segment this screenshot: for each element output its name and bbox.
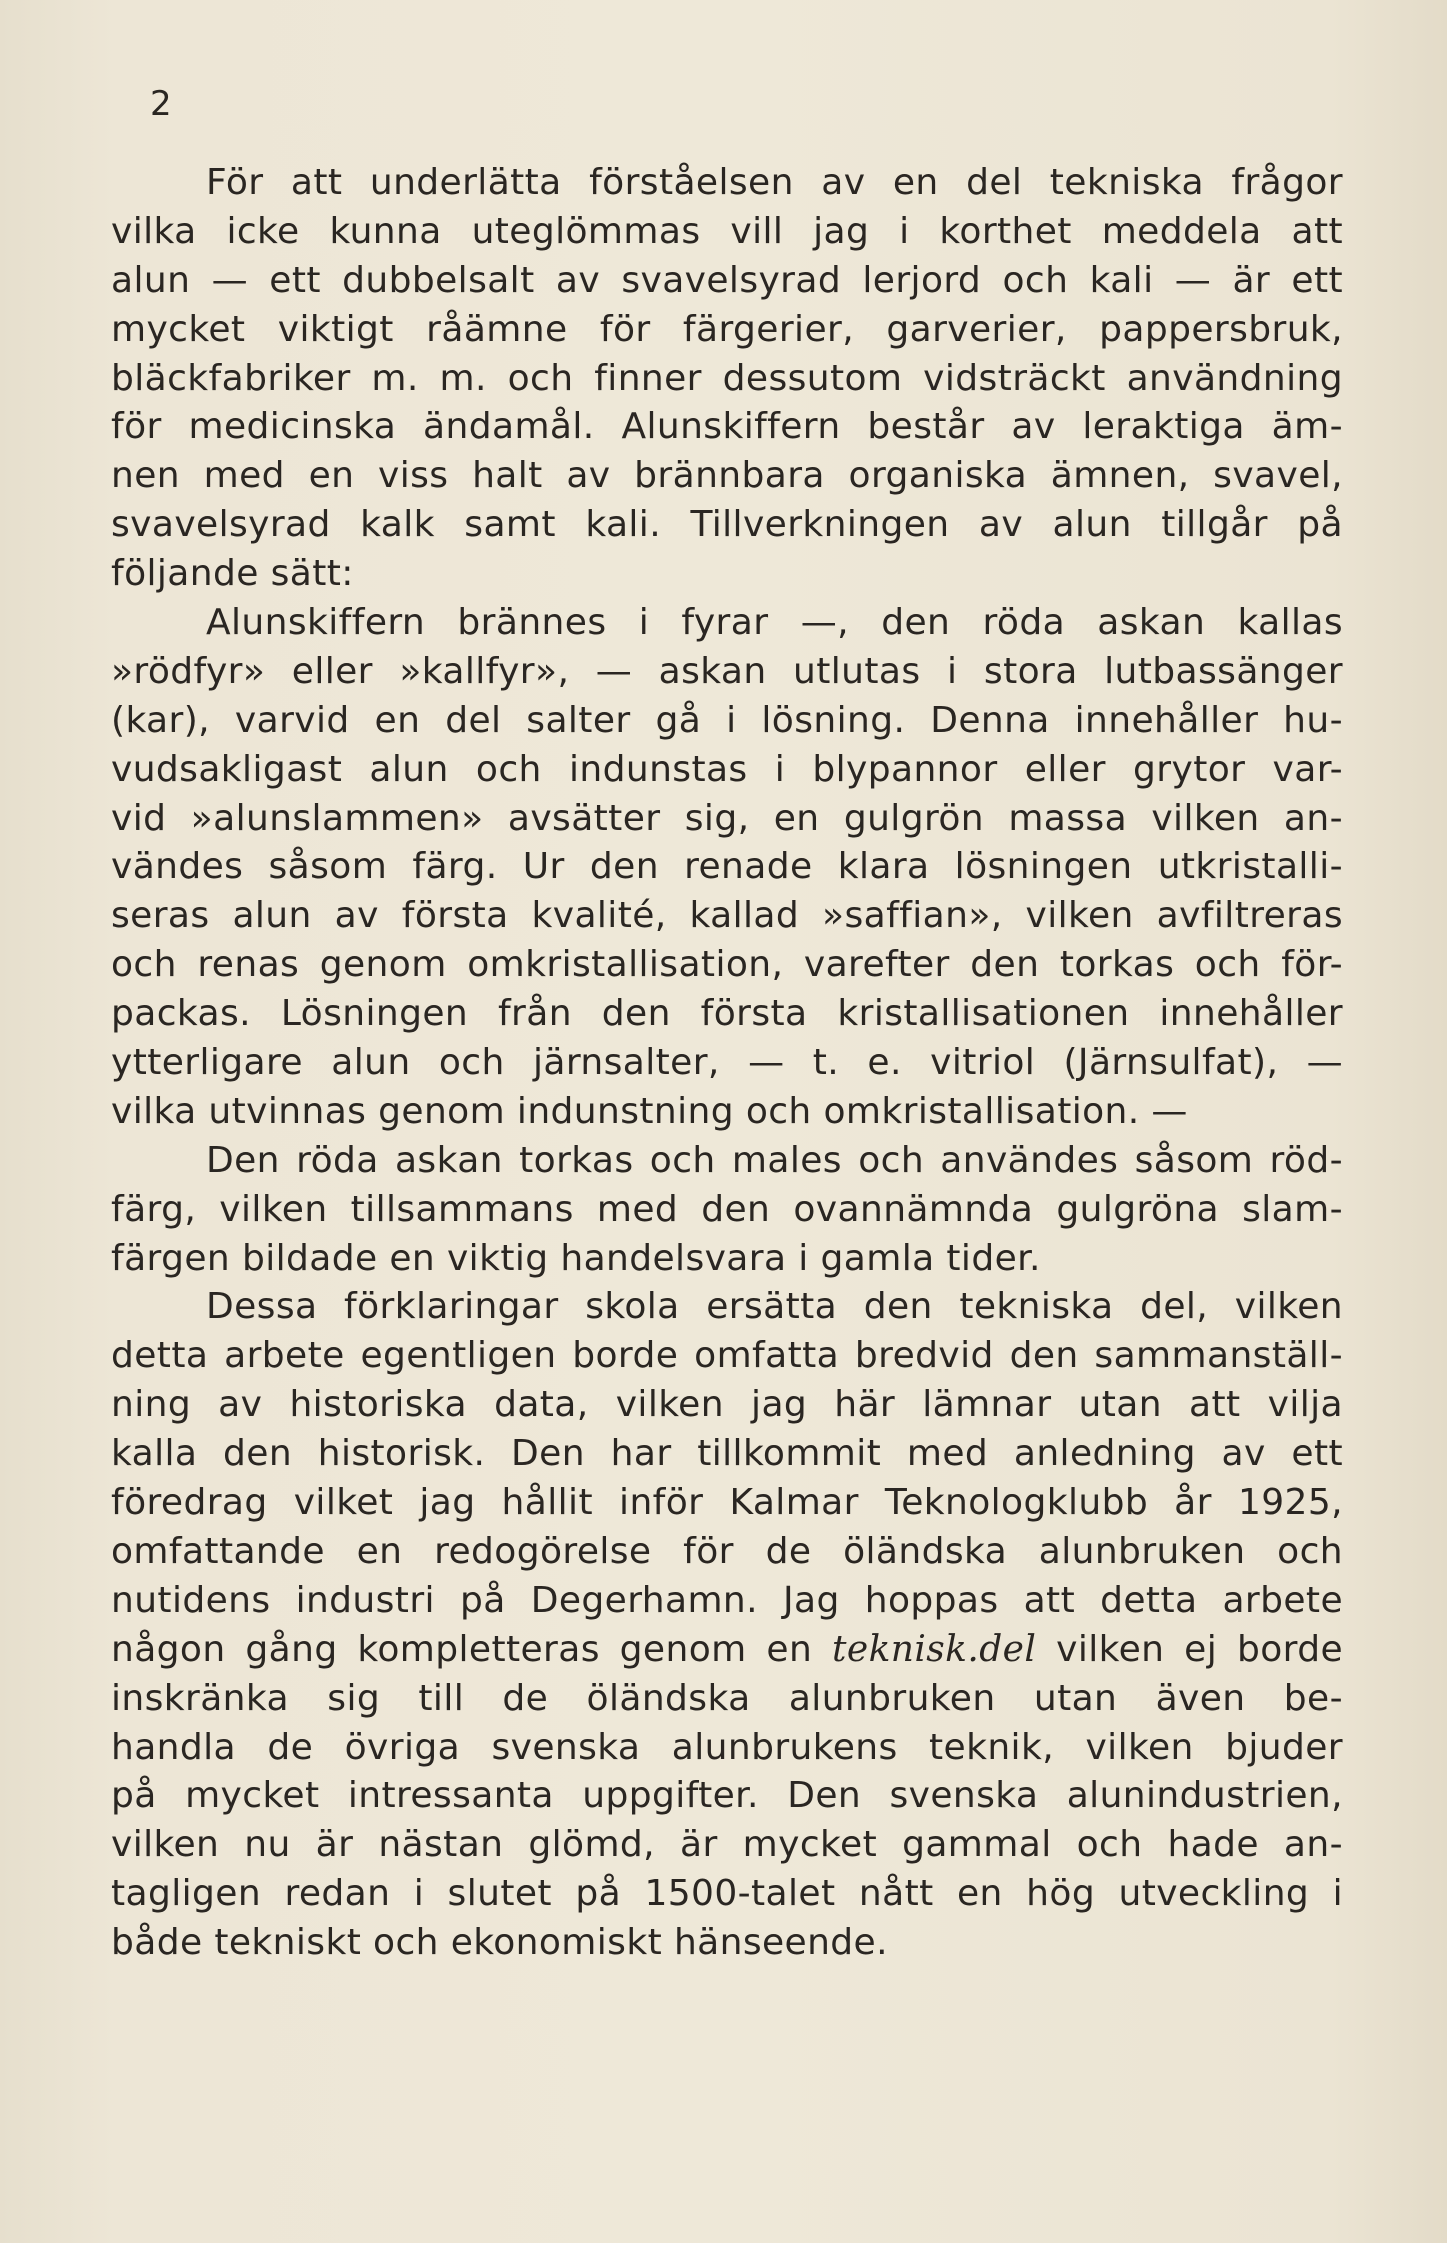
text-line-mixed <box>111 1626 1343 1675</box>
text-line: vilka icke kunna uteglömmas vill jag i korthet meddela att <box>111 210 1343 252</box>
text-line: seras alun av första kvalité, kallad »saffian», vilken avfiltreras <box>111 895 1343 937</box>
text-line: vilka utvinnas genom indunstning och omkristallisation. — <box>111 1090 1188 1132</box>
text-line: nen med en viss halt av brännbara organiska ämnen, svavel, <box>111 455 1343 497</box>
text-line: vändes såsom färg. Ur den renade klara lösningen utkristalli- <box>111 846 1343 888</box>
text-line: och renas genom omkristallisation, varefter den torkas och för- <box>111 944 1343 986</box>
text-line: mycket viktigt råämne för färgerier, garverier, pappersbruk, <box>111 308 1343 350</box>
text-line: både tekniskt och ekonomiskt hänseende. <box>111 1922 888 1964</box>
text-line-end: vilken ej borde <box>1036 1628 1344 1670</box>
text-line: för medicinska ändamål. Alunskiffern består av leraktiga äm- <box>111 406 1343 448</box>
text-line: bläckfabriker m. m. och finner dessutom vidsträckt användning <box>111 357 1343 399</box>
text-line: (kar), varvid en del salter gå i lösning. Denna innehåller hu- <box>111 699 1343 741</box>
text-line: Dessa förklaringar skola ersätta den tekniska del, vilken <box>206 1286 1343 1328</box>
text-line: vid »alunslammen» avsätter sig, en gulgrön massa vilken an- <box>111 797 1343 839</box>
italic-reference: teknisk.del <box>832 1628 1037 1670</box>
text-line: Alunskiffern brännes i fyrar —, den röda askan kallas <box>206 602 1343 644</box>
text-line: vilken nu är nästan glömd, är mycket gammal och hade an- <box>111 1824 1343 1866</box>
text-line: vudsakligast alun och indunstas i blypannor eller grytor var- <box>111 748 1343 790</box>
text-line: packas. Lösningen från den första kristallisationen innehåller <box>111 993 1343 1035</box>
text-line: svavelsyrad kalk samt kali. Tillverkningen av alun tillgår på <box>111 504 1343 546</box>
text-line: alun — ett dubbelsalt av svavelsyrad lerjord och kali — är ett <box>111 259 1343 301</box>
text-line: på mycket intressanta uppgifter. Den svenska alunindustrien, <box>111 1775 1343 1817</box>
text-line: färgen bildade en viktig handelsvara i gamla tider. <box>111 1237 1041 1279</box>
text-line: För att underlätta förståelsen av en del tekniska frågor <box>206 162 1343 203</box>
body-text <box>111 159 1343 1968</box>
page-number: 2 <box>150 84 172 124</box>
text-line: tagligen redan i slutet på 1500-talet nått en hög utveckling i <box>111 1873 1343 1915</box>
text-line: detta arbete egentligen borde omfatta bredvid den sammanställ- <box>111 1335 1343 1377</box>
text-line: inskränka sig till de öländska alunbruken utan även be- <box>111 1677 1343 1719</box>
text-line: följande sätt: <box>111 553 354 595</box>
text-line: handla de övriga svenska alunbrukens teknik, vilken bjuder <box>111 1726 1343 1768</box>
text-line: ytterligare alun och järnsalter, — t. e. vitriol (Järnsulfat), — <box>111 1042 1343 1084</box>
text-line: nutidens industri på Degerhamn. Jag hoppas att detta arbete <box>111 1579 1343 1621</box>
text-line: omfattande en redogörelse för de öländska alunbruken och <box>111 1530 1343 1572</box>
text-line-start: någon gång kompletteras genom en <box>111 1628 833 1670</box>
text-line: färg, vilken tillsammans med den ovannämnda gulgröna slam- <box>111 1188 1343 1230</box>
text-line: Den röda askan torkas och males och användes såsom röd- <box>206 1139 1343 1181</box>
text-line: kalla den historisk. Den har tillkommit med anledning av ett <box>111 1433 1343 1475</box>
text-line: »rödfyr» eller »kallfyr», — askan utlutas i stora lutbassänger <box>111 650 1343 692</box>
text-line: föredrag vilket jag hållit inför Kalmar Teknologklubb år 1925, <box>111 1482 1343 1524</box>
text-line: ning av historiska data, vilken jag här lämnar utan att vilja <box>111 1384 1343 1426</box>
